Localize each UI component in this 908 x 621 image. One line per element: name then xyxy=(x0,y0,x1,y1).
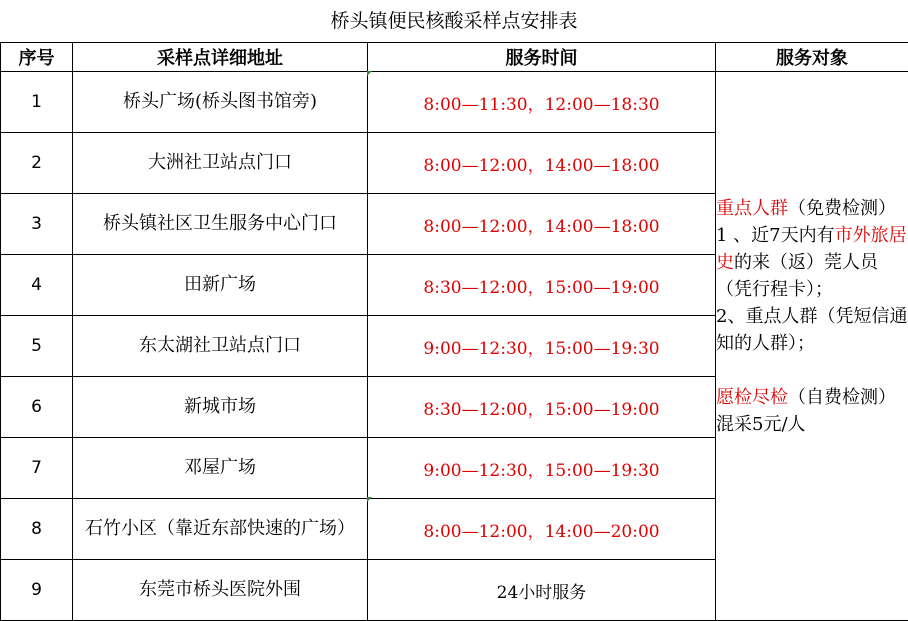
address-cell: 田新广场 xyxy=(73,255,368,316)
table-row xyxy=(1,72,908,133)
page-title: 桥头镇便民核酸采样点安排表 xyxy=(330,10,578,32)
time-cell: 8:30—12:00，15:00—19:00 xyxy=(368,377,716,438)
seq-cell: 4 xyxy=(1,255,73,316)
cell-comment-marker xyxy=(367,497,372,502)
schedule-table xyxy=(0,42,908,621)
address-cell: 邓屋广场 xyxy=(73,438,368,499)
mixed-price: 混采5元/人 xyxy=(716,413,806,435)
time-cell: 8:00—12:00，14:00—20:00 xyxy=(368,499,716,560)
willing-note: （自费检测） xyxy=(788,386,896,408)
target-cell xyxy=(716,72,908,621)
time-cell: 9:00—12:30，15:00—19:30 xyxy=(368,316,716,377)
item1-suffix: 的来（返）莞人员（凭行程卡）； xyxy=(716,251,878,300)
item1-highlight: 市外旅居史 xyxy=(716,224,907,273)
seq-cell: 3 xyxy=(1,194,73,255)
key-group-note: （免费检测） xyxy=(788,197,896,219)
address-cell: 大洲社卫站点门口 xyxy=(73,133,368,194)
header-seq: 序号 xyxy=(1,43,73,72)
header-row xyxy=(1,43,908,72)
address-cell: 桥头广场(桥头图书馆旁) xyxy=(73,72,368,133)
address-cell: 东莞市桥头医院外围 xyxy=(73,560,368,621)
target-content xyxy=(716,195,908,438)
address-cell: 新城市场 xyxy=(73,377,368,438)
address-cell: 东太湖社卫站点门口 xyxy=(73,316,368,377)
header-target: 服务对象 xyxy=(716,43,908,72)
item1-prefix: 1 、近7天内有 xyxy=(716,224,835,246)
header-time: 服务时间 xyxy=(368,43,716,72)
time-cell: 8:00—11:30，12:00—18:30 xyxy=(368,72,716,133)
address-cell: 石竹小区（靠近东部快速的广场） xyxy=(73,499,368,560)
time-cell: 9:00—12:30，15:00—19:30 xyxy=(368,438,716,499)
seq-cell: 8 xyxy=(1,499,73,560)
seq-cell: 6 xyxy=(1,377,73,438)
header-address: 采样点详细地址 xyxy=(73,43,368,72)
key-group-label: 重点人群 xyxy=(716,197,788,219)
cell-comment-marker xyxy=(367,71,372,76)
seq-cell: 2 xyxy=(1,133,73,194)
seq-cell: 9 xyxy=(1,560,73,621)
item2-text: 2、重点人群（凭短信通知的人群）； xyxy=(716,305,908,354)
seq-cell: 7 xyxy=(1,438,73,499)
time-cell: 24小时服务 xyxy=(368,560,716,621)
address-cell: 桥头镇社区卫生服务中心门口 xyxy=(73,194,368,255)
time-cell: 8:00—12:00，14:00—18:00 xyxy=(368,194,716,255)
seq-cell: 5 xyxy=(1,316,73,377)
seq-cell: 1 xyxy=(1,72,73,133)
time-cell: 8:00—12:00，14:00—18:00 xyxy=(368,133,716,194)
willing-label: 愿检尽检 xyxy=(716,386,788,408)
time-cell: 8:30—12:00，15:00—19:00 xyxy=(368,255,716,316)
